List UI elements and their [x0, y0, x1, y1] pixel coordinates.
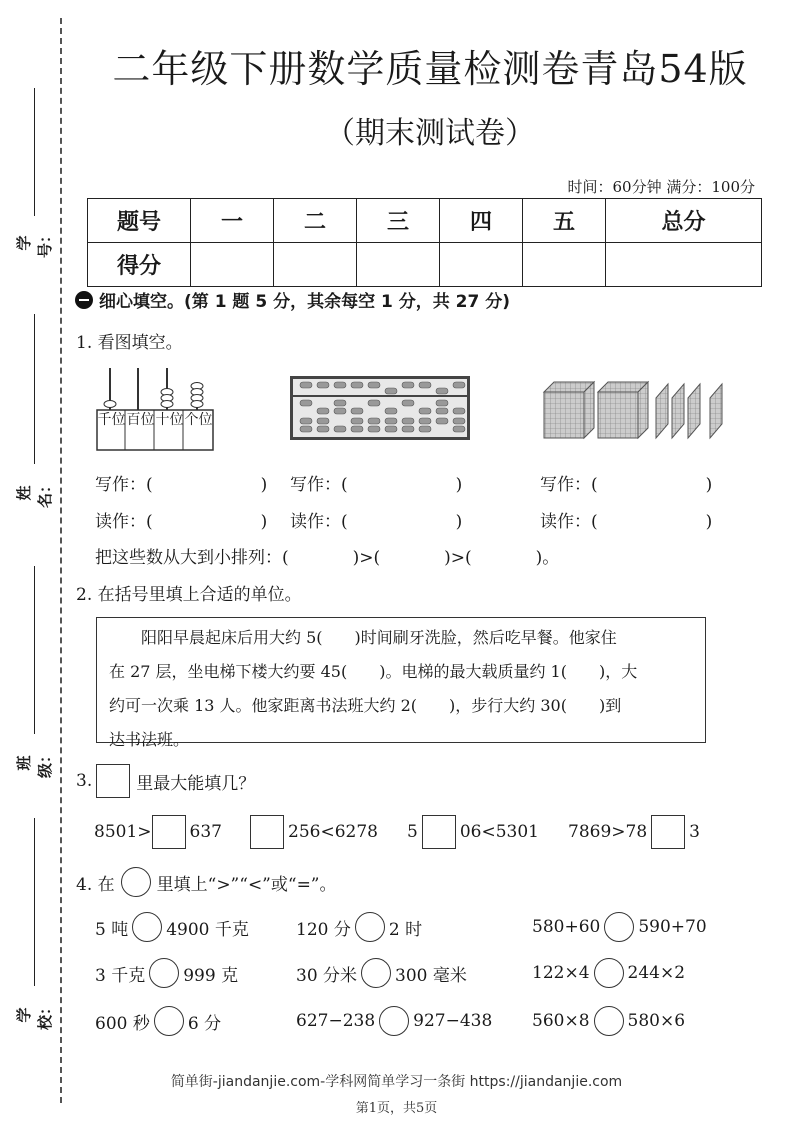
place-label-thousands: 千位: [97, 412, 126, 428]
q3-item-right: 256<6278: [288, 822, 378, 842]
q4-left: 600 秒: [95, 1013, 150, 1034]
score-cell[interactable]: [440, 243, 523, 287]
binding-dashed-line: [60, 18, 62, 1103]
question-4-title: [76, 867, 337, 897]
order-row: [95, 543, 559, 568]
class-label: 班级：: [15, 748, 54, 779]
answer-circle[interactable]: [132, 912, 162, 942]
q4-left: 120 分: [296, 919, 351, 940]
school-line: [34, 818, 35, 986]
passage-line: 阳阳早晨起床后用大约 5( )时间刷牙洗脸，然后吃早餐。他家住: [109, 628, 617, 647]
score-header-cell: 总分: [606, 199, 762, 243]
answer-circle[interactable]: [379, 1006, 409, 1036]
question-3-title: [76, 764, 255, 798]
q3-item-2: [250, 815, 378, 849]
page-number: 第1页，共5页: [355, 1101, 438, 1116]
q4-item: [95, 912, 249, 942]
write-label-2: 写作：(: [290, 475, 348, 495]
write-row: [290, 470, 462, 495]
answer-circle[interactable]: [604, 912, 634, 942]
counting-rod-abacus-image: [96, 360, 214, 452]
q3-item-right: 637: [189, 822, 222, 842]
write-row: [540, 470, 712, 495]
place-value-labels: [97, 412, 215, 428]
read-row: [95, 507, 267, 532]
read-label-3: 读作：(: [540, 512, 598, 532]
write-label-1: 写作：(: [95, 475, 153, 495]
blank-square-icon: [96, 764, 130, 798]
score-cell[interactable]: [274, 243, 357, 287]
blank-circle-icon: [121, 867, 151, 897]
place-label-hundreds: 百位: [126, 412, 155, 428]
student-id-label: 学号：: [15, 228, 54, 259]
paren-close: ): [455, 512, 463, 532]
score-table: [87, 198, 762, 287]
q4-right: 4900 千克: [166, 919, 249, 940]
q4-item: [95, 958, 238, 988]
page-title: 二年级下册数学质量检测卷青岛54版: [112, 47, 748, 91]
score-cell[interactable]: [523, 243, 606, 287]
score-header-cell: 二: [274, 199, 357, 243]
base-ten-blocks-image: [540, 378, 730, 440]
q4-left: 122×4: [532, 963, 590, 983]
question-3-number: 3.: [76, 771, 93, 791]
passage-line: 达书法班。: [109, 730, 190, 749]
q4-right: 580×6: [627, 1011, 686, 1031]
question-4-text: 里填上“>”“<”或“=”。: [156, 874, 337, 895]
score-cell[interactable]: [357, 243, 440, 287]
question-1-title: 1. 看图填空。: [76, 333, 183, 353]
section-title: 细心填空。(第 1 题 5 分，其余每空 1 分，共 27 分): [99, 292, 511, 312]
class-line: [34, 566, 35, 734]
q4-right: 2 时: [388, 919, 423, 940]
score-table-score-row: [88, 243, 762, 287]
q3-item-4: [568, 815, 700, 849]
order-end: )。: [535, 548, 560, 568]
section-heading: [75, 287, 510, 312]
read-row: [290, 507, 462, 532]
q4-right: 999 克: [183, 965, 239, 986]
score-header-cell: 五: [523, 199, 606, 243]
page-subtitle: （期末测试卷）: [325, 116, 535, 151]
answer-circle[interactable]: [361, 958, 391, 988]
q4-item: [532, 912, 707, 942]
order-separator: )>(: [444, 548, 472, 568]
q4-left: 560×8: [532, 1011, 590, 1031]
write-row: [95, 470, 267, 495]
answer-square[interactable]: [250, 815, 284, 849]
paren-close: ): [260, 512, 268, 532]
passage-line: 在 27 层，坐电梯下楼大约要 45( )。电梯的最大载质量约 1( )，大: [109, 662, 638, 681]
score-header-cell: 一: [191, 199, 274, 243]
q4-item: [95, 1006, 221, 1036]
write-label-3: 写作：(: [540, 475, 598, 495]
question-4-prefix: 4. 在: [76, 874, 115, 895]
q4-left: 627−238: [296, 1011, 376, 1031]
paren-close: ): [455, 475, 463, 495]
answer-circle[interactable]: [355, 912, 385, 942]
paren-close: ): [705, 512, 713, 532]
place-label-ones: 个位: [184, 412, 213, 428]
school-label: 学校：: [15, 1000, 54, 1031]
answer-circle[interactable]: [594, 1006, 624, 1036]
q4-right: 927−438: [413, 1011, 493, 1031]
order-prefix: 把这些数从大到小排列：(: [95, 548, 289, 568]
q4-left: 580+60: [532, 917, 601, 937]
score-header-cell: 四: [440, 199, 523, 243]
passage-line: 约可一次乘 13 人。他家距离书法班大约 2( )，步行大约 30( )到: [109, 696, 622, 715]
bead-abacus-image: [290, 376, 470, 440]
order-separator: )>(: [352, 548, 381, 568]
q4-item: [532, 958, 685, 988]
q3-item-3: [407, 815, 539, 849]
score-cell[interactable]: [606, 243, 762, 287]
q4-left: 5 吨: [95, 919, 129, 940]
read-label-2: 读作：(: [290, 512, 348, 532]
q3-item-left: 5: [407, 822, 418, 842]
answer-circle[interactable]: [149, 958, 179, 988]
q4-item: [532, 1006, 685, 1036]
exam-meta: 时间：60分钟 满分：100分: [567, 178, 755, 196]
q4-right: 244×2: [627, 963, 686, 983]
q3-item-1: [94, 815, 222, 849]
read-row: [540, 507, 712, 532]
q4-right: 590+70: [638, 917, 707, 937]
q3-item-left: 7869>78: [568, 822, 648, 842]
footer-watermark: 简单街-jiandanjie.com-学科网简单学习一条街 https://jiandanjie.com: [170, 1074, 623, 1090]
place-label-tens: 十位: [155, 412, 184, 428]
answer-square[interactable]: [651, 815, 685, 849]
paren-close: ): [705, 475, 713, 495]
q4-item: [296, 912, 422, 942]
score-table-header-row: [88, 199, 762, 243]
answer-circle[interactable]: [594, 958, 624, 988]
question-2-title: 2. 在括号里填上合适的单位。: [76, 585, 302, 605]
q3-item-left: 8501>: [94, 822, 152, 842]
answer-square[interactable]: [152, 815, 186, 849]
q4-right: 300 毫米: [395, 965, 467, 986]
question-3-text: 里最大能填几？: [136, 773, 256, 794]
paren-close: ): [260, 475, 268, 495]
q4-item: [296, 958, 467, 988]
q3-item-right: 3: [689, 822, 700, 842]
score-header-cell: 三: [357, 199, 440, 243]
answer-square[interactable]: [422, 815, 456, 849]
q4-left: 30 分米: [296, 965, 358, 986]
score-row-label: 得分: [88, 243, 191, 287]
score-header-cell: 题号: [88, 199, 191, 243]
section-number-icon: [75, 291, 93, 309]
q4-left: 3 千克: [95, 965, 146, 986]
name-line: [34, 314, 35, 464]
q4-right: 6 分: [187, 1013, 222, 1034]
question-2-passage: [96, 617, 706, 749]
answer-circle[interactable]: [154, 1006, 184, 1036]
student-id-line: [34, 88, 35, 216]
q4-item: [296, 1006, 492, 1036]
name-label: 姓名：: [15, 478, 54, 509]
q3-item-right: 06<5301: [459, 822, 539, 842]
read-label-1: 读作：(: [95, 512, 153, 532]
score-cell[interactable]: [191, 243, 274, 287]
